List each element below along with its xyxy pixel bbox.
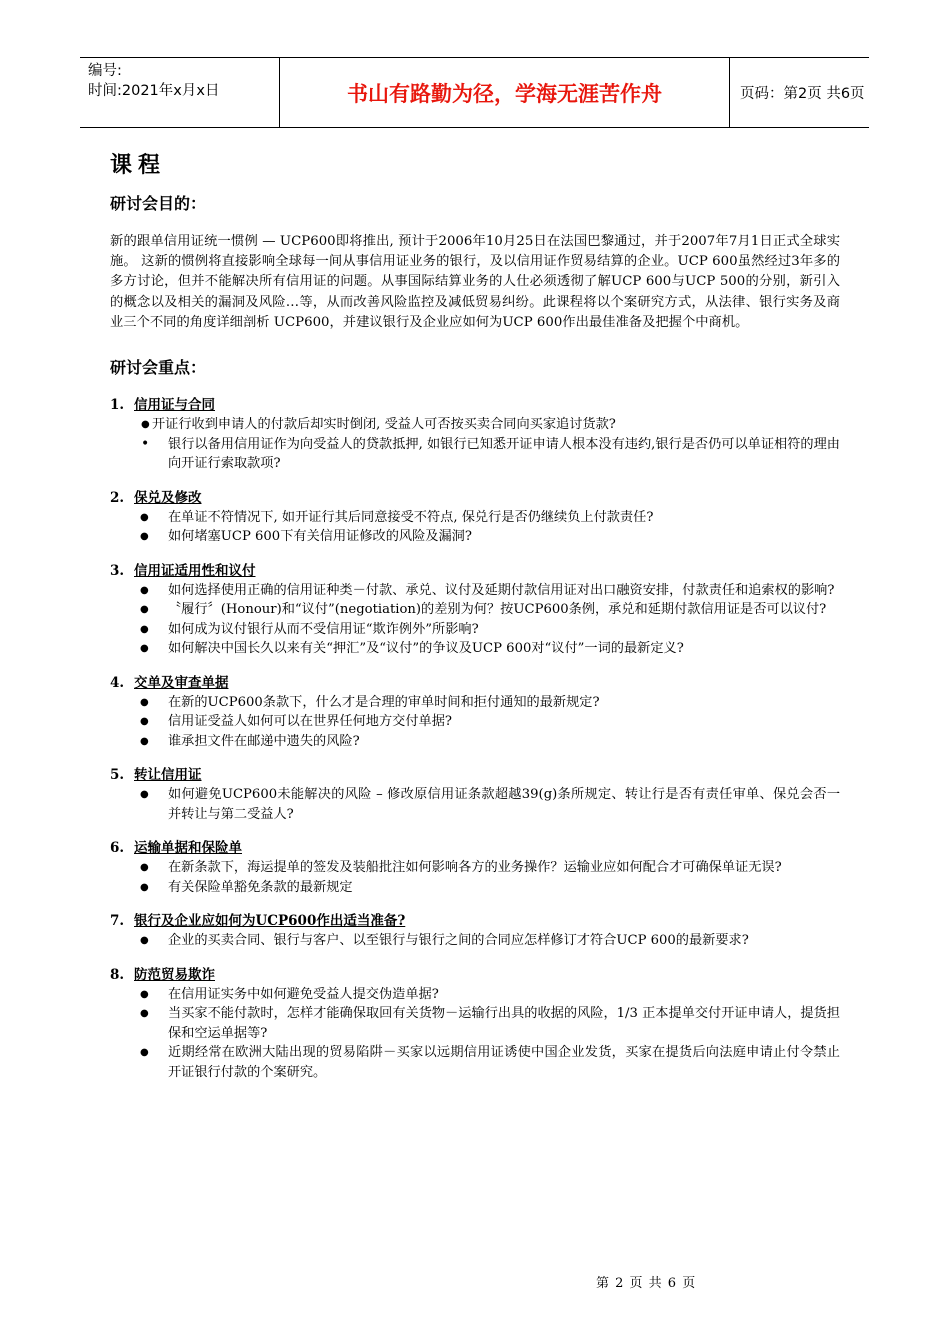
- section-number: 5.: [110, 767, 125, 784]
- section-7: [110, 912, 840, 951]
- focus-heading: 研讨会重点：: [110, 358, 207, 378]
- list-item: ● 如何堵塞UCP 600下有关信用证修改的风险及漏洞?: [110, 527, 840, 547]
- section-number: 1.: [110, 397, 125, 414]
- section-heading: [110, 839, 840, 858]
- section-2: [110, 489, 840, 547]
- section-heading: [110, 766, 840, 785]
- list-item: ● 在信用证实务中如何避免受益人提交伪造单据?: [110, 985, 840, 1005]
- bullet-list: [110, 581, 840, 659]
- section-heading: [110, 674, 840, 693]
- list-item: • 银行以备用信用证作为向受益人的贷款抵押, 如银行已知悉开证申请人根本没有违约,银行是否仍可以单证相符的理由向开证行索取款项?: [110, 435, 840, 474]
- section-number: 2.: [110, 489, 125, 506]
- section-1: [110, 396, 840, 474]
- bullet-list: [110, 508, 840, 547]
- document-body: [110, 148, 840, 1097]
- section-heading: [110, 966, 840, 985]
- section-title: 防范贸易欺诈: [134, 966, 215, 983]
- list-item: ● 当买家不能付款时，怎样才能确保取回有关货物－运输行出具的收据的风险，1/3 正本提单交付开证申请人，提货担保和空运单据等?: [110, 1004, 840, 1043]
- section-heading: [110, 489, 840, 508]
- section-3: [110, 562, 840, 659]
- bullet-list: [110, 693, 840, 752]
- section-number: 7.: [110, 913, 125, 930]
- list-item: ● 在新条款下，海运提单的签发及装船批注如何影响各方的业务操作？运输业应如何配合才可确保单证无误?: [110, 858, 840, 878]
- section-title: 银行及企业应如何为UCP600作出适当准备?: [134, 913, 406, 930]
- doc-number-label: 编号:: [88, 63, 122, 79]
- section-heading: [110, 396, 840, 415]
- header-page-label: 页码：第2页 共6页: [740, 86, 865, 102]
- list-item: ● 企业的买卖合同、银行与客户、以至银行与银行之间的合同应怎样修订才符合UCP 600的最新要求?: [110, 931, 840, 951]
- bullet-list: [110, 858, 840, 897]
- purpose-heading: 研讨会目的：: [110, 194, 207, 213]
- section-title: 保兑及修改: [134, 489, 202, 506]
- section-heading: [110, 562, 840, 581]
- list-item: ● 如何成为议付银行从而不受信用证“欺诈例外”所影响?: [110, 620, 840, 640]
- list-item: ● 谁承担文件在邮递中遗失的风险?: [110, 732, 840, 752]
- section-5: [110, 766, 840, 824]
- list-item: ● 如何选择使用正确的信用证种类－付款、承兑、议付及延期付款信用证对出口融资安排，付款责任和追索权的影响?: [110, 581, 840, 601]
- section-number: 3.: [110, 562, 125, 579]
- list-item: ● 在单证不符情况下, 如开证行其后同意接受不符点, 保兑行是否仍继续负上付款责任?: [110, 508, 840, 528]
- bullet-list: [110, 931, 840, 951]
- bullet-list: [110, 985, 840, 1083]
- header-meta: [80, 58, 280, 127]
- page-footer: 第 2 页 共 6 页: [596, 1276, 697, 1291]
- section-heading: [110, 912, 840, 931]
- bullet-list: [110, 415, 840, 474]
- section-4: [110, 674, 840, 752]
- list-item: ● 如何避免UCP600未能解决的风险 – 修改原信用证条款超越39(g)条所规定、转让行是否有责任审单、保兑会否一并转让与第二受益人?: [110, 785, 840, 824]
- list-item: ● 开证行收到申请人的付款后却实时倒闭, 受益人可否按买卖合同向买家追讨货款?: [110, 415, 840, 435]
- bullet-list: [110, 785, 840, 824]
- section-title: 转让信用证: [134, 767, 202, 784]
- header-motto: 书山有路勤为径，学海无涯苦作舟: [280, 58, 730, 127]
- section-8: [110, 966, 840, 1083]
- section-number: 8.: [110, 966, 125, 983]
- list-item: ● 〝履行〞(Honour)和“议付”(negotiation)的差别为何？按UCP600条例，承兑和延期付款信用证是否可以议付?: [110, 600, 840, 620]
- section-title: 运输单据和保险单: [134, 840, 242, 857]
- section-number: 4.: [110, 674, 125, 691]
- list-item: ● 如何解决中国长久以来有关“押汇”及“议付”的争议及UCP 600对“议付”一词的最新定义?: [110, 639, 840, 659]
- page-header: [80, 57, 869, 128]
- purpose-paragraph: 新的跟单信用证统一惯例 — UCP600即将推出, 预计于2006年10月25日在法国巴黎通过，并于2007年7月1日正式全球实施。 这新的惯例将直接影响全球每一间从事信用证业务的银行，及以信用证作贸易结算的企业。UCP 600虽然经过3年多的多方讨论，但并不能解决所有信用证的问题。从事国际结算业务的人仕必须透彻了解UCP 600与UCP 500的分别，新引入的概念以及相关的漏洞及风险…等，从而改善风险监控及减低贸易纠纷。此课程将以个案研究方式，从法律、银行实务及商业三个不同的角度详细剖析 UCP600，并建议银行及企业应如何为UCP 600作出最佳准备及把握个中商机。: [110, 234, 840, 330]
- section-title: 交单及审查单据: [134, 674, 229, 691]
- doc-time-label: 时间:2021年x月x日: [88, 83, 220, 99]
- section-6: [110, 839, 840, 897]
- list-item: ● 信用证受益人如何可以在世界任何地方交付单据?: [110, 712, 840, 732]
- list-item: ● 近期经常在欧洲大陆出现的贸易陷阱－买家以远期信用证诱使中国企业发货，买家在提货后向法庭申请止付令禁止开证银行付款的个案研究。: [110, 1043, 840, 1082]
- section-title: 信用证适用性和议付: [134, 562, 256, 579]
- section-title: 信用证与合同: [134, 397, 215, 414]
- list-item: ● 有关保险单豁免条款的最新规定: [110, 878, 840, 898]
- page-title: 课程: [110, 153, 167, 178]
- section-number: 6.: [110, 840, 125, 857]
- list-item: ● 在新的UCP600条款下，什么才是合理的审单时间和拒付通知的最新规定?: [110, 693, 840, 713]
